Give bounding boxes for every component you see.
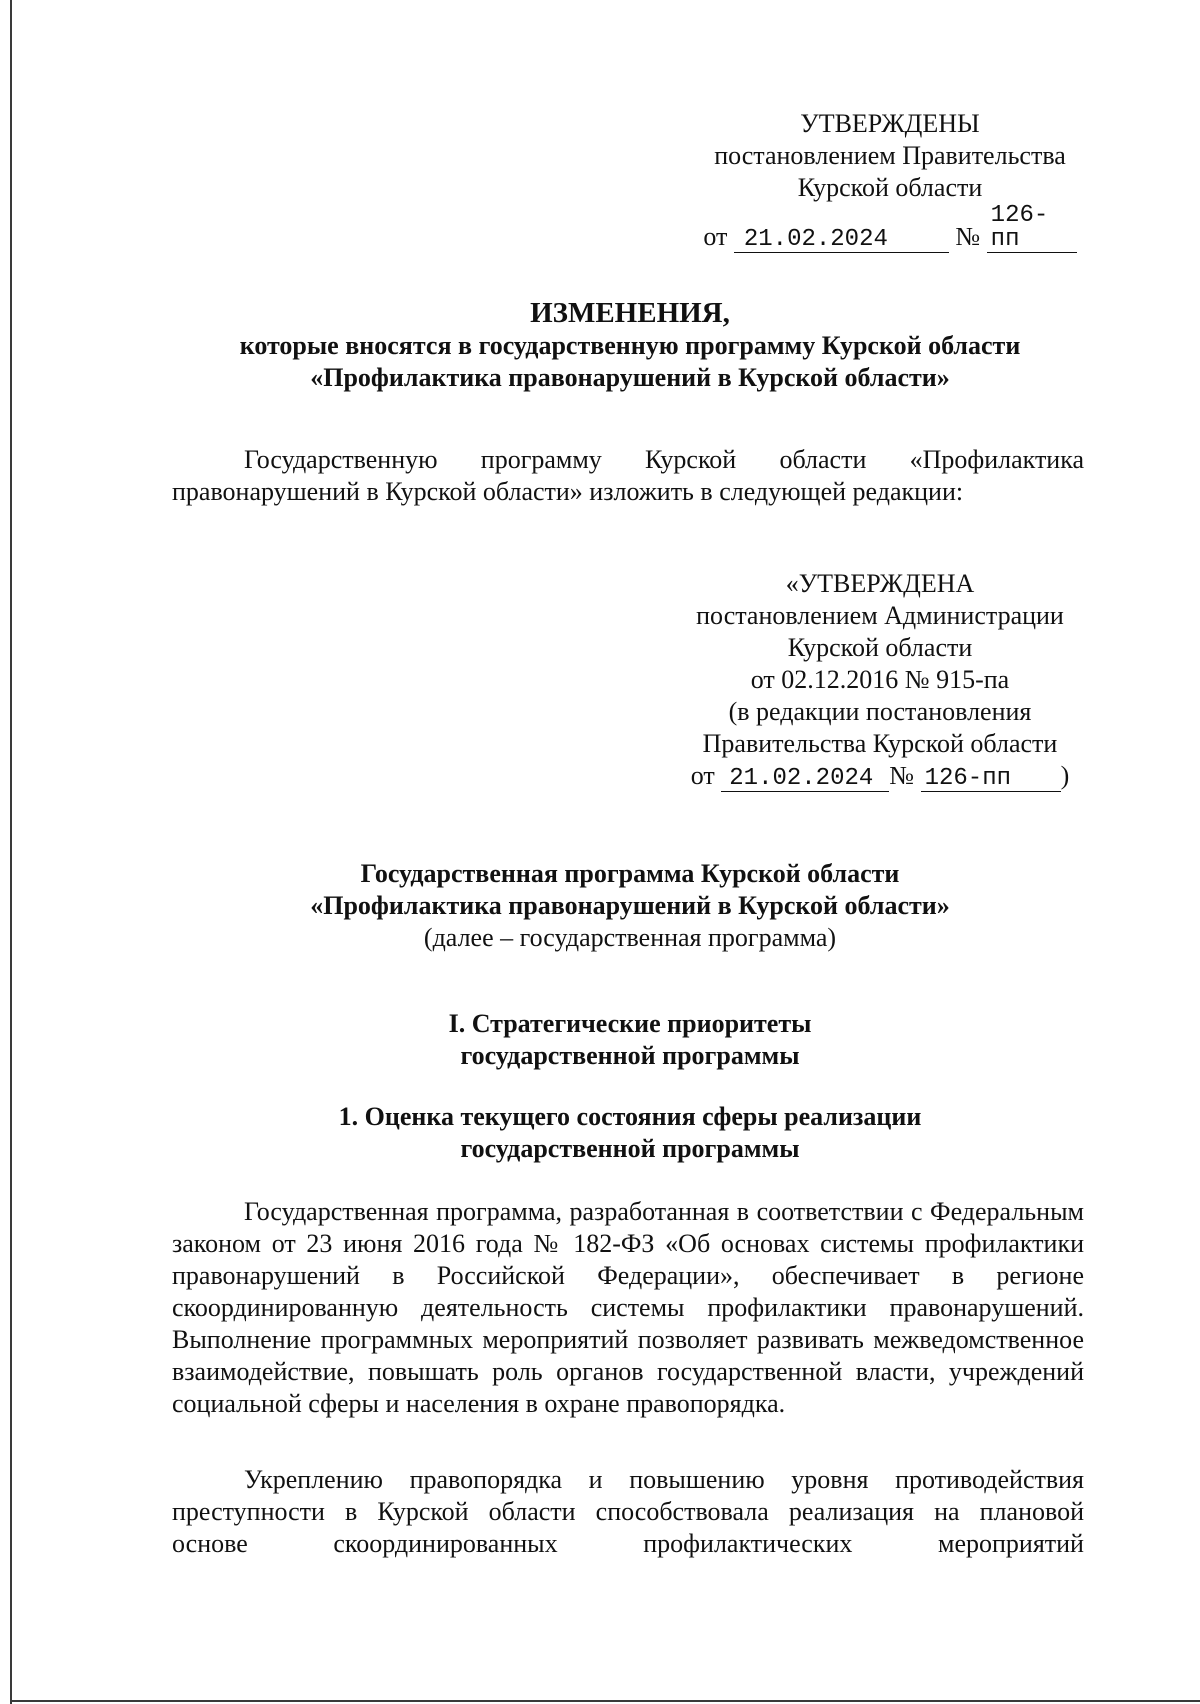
program-stamp-line1: «УТВЕРЖДЕНА xyxy=(785,569,975,598)
program-stamp-number-label: № xyxy=(889,761,915,790)
body-paragraph-2-main xyxy=(172,1464,1084,1528)
body-paragraph-1-text: Государственная программа, разработанная в соответствии с Федеральным законом от 23 июня 2016 года № 182-ФЗ «Об основах системы профилактики правонарушений в Российской Федерации», обеспечивает в регионе скоординированную деятельность системы профилактики правонарушений. Выполнение программных мероприятий позволяет развивать межведомственное взаимодействие, повышать роль органов государственной власти, учреждений социальной сферы и населения в охране правопорядка. xyxy=(172,1197,1084,1418)
program-stamp-line3: Курской области xyxy=(787,633,973,662)
scan-border-bottom xyxy=(10,1700,1200,1702)
approval-stamp-line2: постановлением Правительства xyxy=(714,141,1066,170)
last-line-word-4: мероприятий xyxy=(938,1529,1084,1558)
changes-heading-line2: которые вносятся в государственную программу Курской области xyxy=(239,331,1021,360)
program-stamp-from-label: от xyxy=(690,761,715,790)
subsection-heading-line1: 1. Оценка текущего состояния сферы реализации xyxy=(338,1102,922,1131)
section-heading-line1: I. Стратегические приоритеты xyxy=(448,1009,812,1038)
changes-heading-line3: «Профилактика правонарушений в Курской области» xyxy=(310,363,950,392)
program-stamp-line5: (в редакции постановления xyxy=(728,697,1032,726)
approval-stamp-line3: Курской области xyxy=(797,173,983,202)
program-title-line3: (далее – государственная программа) xyxy=(423,923,837,952)
program-approval-stamp xyxy=(660,568,1100,792)
changes-heading-title: ИЗМЕНЕНИЯ, xyxy=(530,297,730,329)
body-paragraph-2-text: Укреплению правопорядка и повышению уровня противодействия преступности в Курской области способствовала реализация на плановой xyxy=(172,1465,1084,1526)
section-heading xyxy=(160,1008,1100,1072)
program-stamp-line4: от 02.12.2016 № 915-па xyxy=(750,665,1010,694)
body-paragraph-2-last-line xyxy=(172,1528,1084,1560)
intro-paragraph-text: Государственную программу Курской области «Профилактика правонарушений в Курской области» изложить в следующей редакции: xyxy=(172,445,1084,506)
approval-stamp-from-label: от xyxy=(703,222,728,251)
approval-stamp xyxy=(680,108,1100,253)
intro-paragraph xyxy=(172,444,1084,508)
program-stamp-date: 21.02.2024 xyxy=(721,767,889,792)
approval-stamp-number: 126-пп xyxy=(987,204,1077,253)
subsection-heading xyxy=(160,1101,1100,1165)
program-title-line1: Государственная программа Курской области xyxy=(360,859,900,888)
scan-border-left xyxy=(10,0,12,1704)
program-stamp-date-line xyxy=(660,760,1100,792)
program-title xyxy=(160,858,1100,954)
body-paragraph-1 xyxy=(172,1196,1084,1420)
last-line-word-3: профилактических xyxy=(643,1529,853,1558)
last-line-word-1: основе xyxy=(172,1529,248,1558)
section-heading-line2: государственной программы xyxy=(460,1041,800,1070)
program-stamp-number: 126-пп xyxy=(921,767,1061,792)
program-stamp-line2: постановлением Администрации xyxy=(696,601,1064,630)
program-title-line2: «Профилактика правонарушений в Курской области» xyxy=(310,891,950,920)
changes-heading xyxy=(160,296,1100,394)
body-paragraph-2 xyxy=(172,1464,1084,1560)
program-stamp-closing: ) xyxy=(1060,761,1070,790)
approval-stamp-line1: УТВЕРЖДЕНЫ xyxy=(800,109,980,138)
program-stamp-line6: Правительства Курской области xyxy=(702,729,1058,758)
approval-stamp-date-line xyxy=(680,204,1100,253)
last-line-word-2: скоординированных xyxy=(333,1529,558,1558)
approval-stamp-number-label: № xyxy=(955,222,981,251)
approval-stamp-date: 21.02.2024 xyxy=(734,228,949,253)
subsection-heading-line2: государственной программы xyxy=(460,1134,800,1163)
